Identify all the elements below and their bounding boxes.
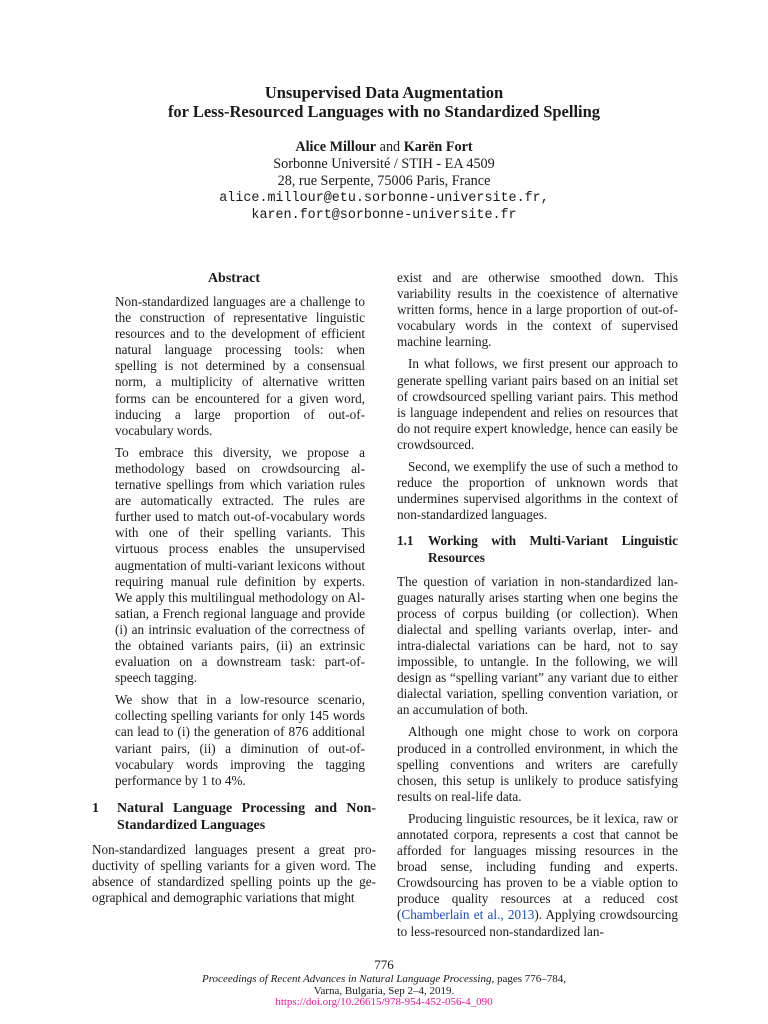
abstract-paragraph-2: To embrace this diversity, we propose a methodology based on crowdsourcing alternative spellings from which variation rules are automatically extracted. The rules are further used to match out-of-vocabulary words with one of their spelling variants. This virtuous process enables the unsupervised augmentation of multi-variant lexicons without requiring manual rule definition by experts. We apply this multilingual methodology on Alsatian, a French regional language and provide (i) an intrinsic evaluation of the correctness of the obtained variants pairs, (ii) an extrinsic evaluation on a downstream task: part-of-speech tagging. — [115, 444, 365, 686]
paper-title — [0, 83, 768, 121]
proceedings-location: Varna, Bulgaria, Sep 2–4, 2019. — [313, 984, 455, 997]
right-column — [397, 270, 678, 946]
abstract-body — [115, 294, 365, 789]
section-1-paragraph-continued: exist and are otherwise smoothed down. This variability results in the coexistence of alternative written forms, hence in a large proportion of out-of-vocabulary words in the context of supervised machine learning. — [397, 270, 678, 350]
left-column — [92, 270, 376, 912]
citation-link[interactable]: Chamberlain et al., 2013 — [401, 907, 535, 923]
subsection-paragraph-1: The question of variation in non-standardized languages naturally arises starting when one begins the process of corpus building (or collection). When dialectal and spelling variants overlap, inter- and intra-dialectal variations can be hard, not to say impossible, to untangle. In the following, we will design as “spelling variant” any variant due to either dialectal variation, spelling convention variation, or an accumulation of both. — [397, 573, 678, 718]
section-1-title: Natural Language Processing and Non-Standardized Languages — [117, 800, 376, 833]
abstract-paragraph-1: Non-standardized languages are a challenge to the construction of representative linguistic resources and to the development of efficient natural language processing tools: when spelling is not determined by a consensual norm, a multiplicity of alternative written forms can be encountered for a given word, inducing a large proportion of out-of-vocabulary words. — [115, 294, 365, 438]
subsection-paragraph-2: Although one might chose to work on corpora produced in a controlled environment, in which the spelling conventions and writers are carefully chosen, this setup is unlikely to produce satisfying results on real-life data. — [397, 724, 678, 804]
abstract-heading: Abstract — [207, 271, 261, 286]
page-number: 776 — [374, 957, 394, 972]
author-1: Alice Millour — [295, 139, 377, 155]
subsection-1-1-number: 1.1 — [397, 533, 414, 549]
abstract-paragraph-3: We show that in a low-resource scenario, collecting spelling variants for only 145 words can lead to (i) the generation of 876 additional variant pairs, (ii) a diminution of out-of-vocabulary words improving the tagging performance by 1 to 4%. — [115, 692, 365, 788]
section-1-number: 1 — [92, 800, 99, 816]
author-names — [0, 139, 768, 156]
subsection-paragraph-3-text: Producing linguistic resources, be it lexica, raw or annotated corpora, represents a cost that cannot be afforded for languages missing resources in the broad sense, including funding and experts. Crowdsourcing has proven to be a viable option to produce quality resources at a reduced cost ( — [397, 810, 678, 923]
address: 28, rue Serpente, 75006 Paris, France — [277, 173, 491, 189]
subsection-1-1-title: Working with Multi-Variant Linguistic Resources — [428, 533, 678, 565]
section-1-paragraph-3: Second, we exemplify the use of such a method to reduce the proportion of unknown words that undermines supervised algorithms in the context of non-standardized languages. — [397, 459, 678, 523]
section-1-heading — [92, 800, 376, 834]
subsection-paragraph-3-tail: ). Applying crowdsourcing to less-resourced non-standardized lan- — [397, 907, 678, 939]
title-line-2: for Less-Resourced Languages with no Standardized Spelling — [167, 102, 601, 121]
author-2: Karën Fort — [403, 139, 473, 155]
author-block — [0, 139, 768, 224]
doi-link[interactable]: https://doi.org/10.26615/978-954-452-056-4_090 — [275, 996, 493, 1008]
subsection-paragraph-3 — [397, 811, 678, 940]
title-line-1: Unsupervised Data Augmentation — [264, 83, 504, 102]
author-separator: and — [379, 139, 401, 155]
page-footer — [0, 957, 768, 1009]
email-2: karen.fort@sorbonne-universite.fr — [251, 208, 517, 223]
proceedings-line — [0, 974, 768, 986]
affiliation: Sorbonne Université / STIH - EA 4509 — [273, 156, 495, 172]
proceedings-pages: , pages 776–784, — [491, 973, 567, 985]
section-1-paragraph-1: Non-standardized languages present a great productivity of spelling variants for a given word. The absence of standardized spelling points up the geographical and demographic variations that might — [92, 841, 376, 906]
email-1: alice.millour@etu.sorbonne-universite.fr, — [219, 191, 549, 206]
section-1-paragraph-2: In what follows, we first present our approach to generate spelling variant pairs based on an initial set of crowdsourced spelling variant pairs. This method is language independent and relies on resources that do not require expert knowledge, hence can easily be crowdsourced. — [397, 356, 678, 452]
subsection-1-1-heading — [397, 533, 678, 565]
proceedings-venue: Proceedings of Recent Advances in Natural Language Processing — [201, 973, 492, 985]
